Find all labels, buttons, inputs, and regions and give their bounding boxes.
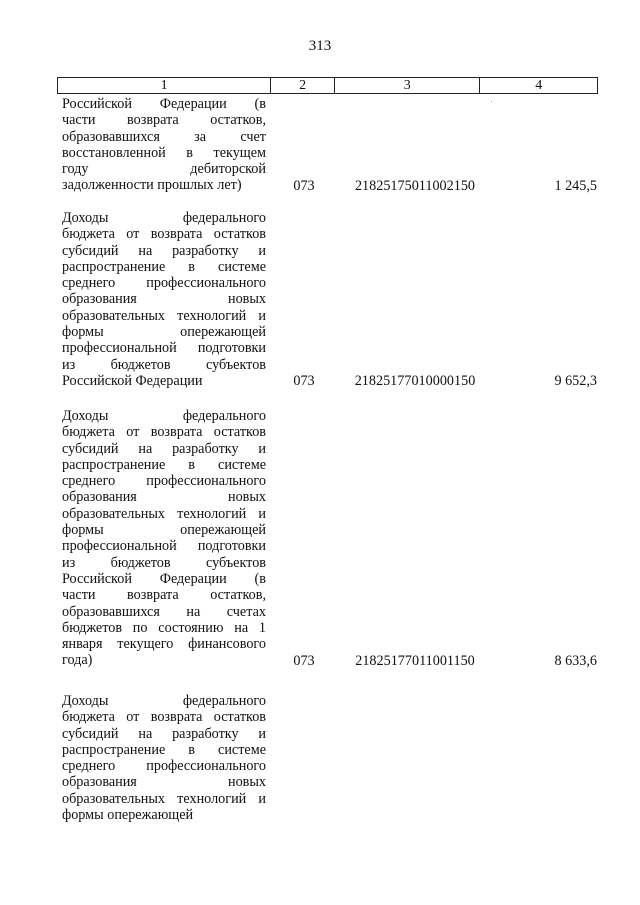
- description-line: образования новых: [62, 774, 266, 791]
- description-line: году дебиторской: [62, 161, 266, 178]
- row-description: [62, 693, 266, 823]
- description-line: профессиональной подготовки: [62, 340, 266, 357]
- description-line: образовавшихся на счетах: [62, 603, 266, 620]
- description-line: распространение в системе: [62, 258, 266, 275]
- description-line: бюджета от возврата остатков: [62, 424, 266, 441]
- row-kbk: 21825177010000150: [354, 373, 476, 389]
- description-line: формы опережающей: [62, 324, 266, 341]
- scan-speck: [491, 101, 492, 102]
- row-kbk: 21825175011002150: [354, 177, 476, 194]
- description-line: субсидий на разработку и: [62, 725, 266, 742]
- row-description: [62, 408, 266, 669]
- description-line: Российской Федерации (в: [62, 570, 266, 587]
- description-line: Доходы федерального: [62, 210, 266, 226]
- row-description: [62, 96, 266, 194]
- description-line: из бюджетов субъектов: [62, 356, 266, 373]
- description-line: образовательных технологий и: [62, 790, 266, 807]
- description-line: года): [62, 652, 93, 669]
- row-amount: 1 245,5: [554, 177, 597, 194]
- description-line: распространение в системе: [62, 456, 266, 473]
- row-kbk: 21825177011001150: [355, 652, 475, 669]
- header-col-4: 4: [535, 78, 543, 93]
- row-description: [62, 210, 266, 389]
- description-line: восстановленной в текущем: [62, 144, 266, 161]
- description-line: субсидий на разработку и: [62, 242, 266, 259]
- description-line: среднего профессионального: [62, 473, 266, 490]
- description-line: Российской Федерации: [62, 372, 203, 389]
- description-line: формы опережающей: [62, 522, 266, 539]
- row-amount: 9 652,3: [554, 373, 597, 389]
- header-col-3: 3: [335, 78, 480, 93]
- description-line: бюджета от возврата остатков: [62, 226, 266, 243]
- description-line: субсидий на разработку и: [62, 440, 266, 457]
- row-code: 073: [293, 177, 315, 194]
- description-line: Доходы федерального: [62, 693, 266, 709]
- description-line: Доходы федерального: [62, 408, 266, 424]
- row-code: 073: [293, 652, 315, 669]
- description-line: образовательных технологий и: [62, 307, 266, 324]
- row-code: 073: [293, 373, 315, 389]
- description-line: бюджета от возврата остатков: [62, 709, 266, 726]
- description-line: формы опережающей: [62, 807, 194, 824]
- description-line: Российской Федерации (в: [62, 96, 266, 112]
- description-line: бюджетов по состоянию на 1: [62, 619, 266, 636]
- table-header: [57, 77, 598, 94]
- row-amount: 8 633,6: [554, 652, 597, 669]
- description-line: из бюджетов субъектов: [62, 554, 266, 571]
- page-number: 313: [308, 38, 332, 54]
- description-line: части возврата остатков,: [62, 587, 266, 604]
- description-line: среднего профессионального: [62, 758, 266, 775]
- description-line: образования новых: [62, 291, 266, 308]
- description-line: распространение в системе: [62, 741, 266, 758]
- description-line: января текущего финансового: [62, 636, 266, 653]
- header-col-2: 2: [271, 78, 335, 93]
- description-line: среднего профессионального: [62, 275, 266, 292]
- header-col-1: 1: [58, 78, 271, 93]
- description-line: образования новых: [62, 489, 266, 506]
- description-line: задолженности прошлых лет): [62, 177, 242, 194]
- description-line: образовавшихся за счет: [62, 128, 266, 145]
- description-line: части возврата остатков,: [62, 112, 266, 129]
- description-line: образовательных технологий и: [62, 505, 266, 522]
- description-line: профессиональной подготовки: [62, 538, 266, 555]
